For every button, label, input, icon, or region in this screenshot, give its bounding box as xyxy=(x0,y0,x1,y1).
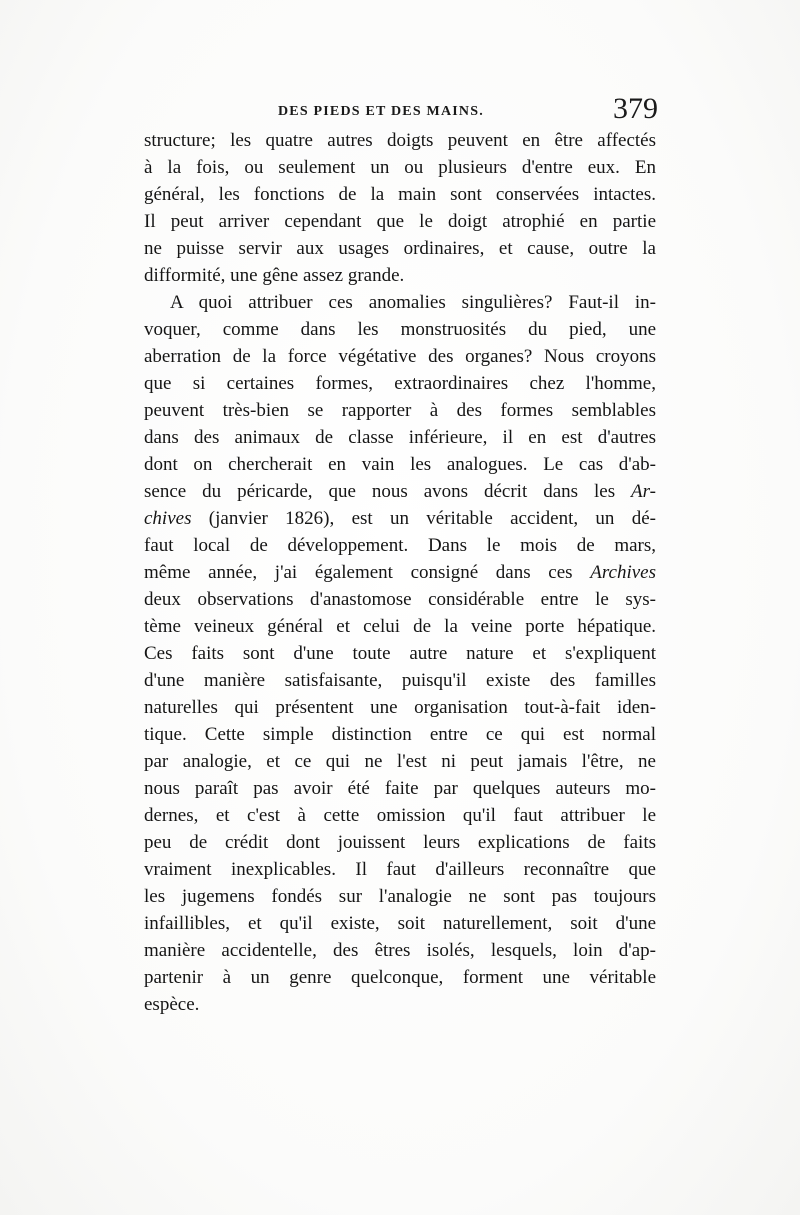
italic-journal-title: Ar- xyxy=(631,481,656,502)
text-line: voquer, comme dans les monstruosités du pied, une xyxy=(144,319,656,340)
text-line: ne puisse servir aux usages ordinaires, et cause, outre la xyxy=(144,238,656,259)
body-text xyxy=(144,127,656,1018)
text-segment: même année, j'ai également consigné dans ces xyxy=(144,562,591,583)
text-line: naturelles qui présentent une organisation tout-à-fait iden- xyxy=(144,697,656,718)
text-line: tique. Cette simple distinction entre ce qui est normal xyxy=(144,724,656,745)
text-line: par analogie, et ce qui ne l'est ni peut jamais l'être, ne xyxy=(144,751,656,772)
text-line: tème veineux général et celui de la veine porte hépatique. xyxy=(144,616,656,637)
text-line: difformité, une gêne assez grande. xyxy=(144,265,405,286)
text-line: dernes, et c'est à cette omission qu'il faut attribuer le xyxy=(144,805,656,826)
text-line: Il peut arriver cependant que le doigt atrophié en partie xyxy=(144,211,656,232)
text-line: partenir à un genre quelconque, forment une véritable xyxy=(144,967,656,988)
text-line: structure; les quatre autres doigts peuvent en être affectés xyxy=(144,130,656,151)
text-line: peuvent très-bien se rapporter à des formes semblables xyxy=(144,400,656,421)
text-line: à la fois, ou seulement un ou plusieurs d'entre eux. En xyxy=(144,157,656,178)
running-title: DES PIEDS ET DES MAINS. xyxy=(278,104,484,119)
text-line: A quoi attribuer ces anomalies singulières? Faut-il in- xyxy=(170,292,656,313)
text-line: dans des animaux de classe inférieure, il en est d'autres xyxy=(144,427,656,448)
text-line: que si certaines formes, extraordinaires chez l'homme, xyxy=(144,373,656,394)
paragraph-2 xyxy=(144,289,656,1018)
running-head xyxy=(146,88,658,128)
text-line: deux observations d'anastomose considérable entre le sys- xyxy=(144,589,656,610)
text-line: peu de crédit dont jouissent leurs explications de faits xyxy=(144,832,656,853)
paragraph-1 xyxy=(144,127,656,289)
text-line: espèce. xyxy=(144,994,200,1015)
text-line xyxy=(144,559,656,586)
text-line xyxy=(144,505,656,532)
text-segment: (janvier 1826), est un véritable accident, un dé- xyxy=(191,508,656,529)
text-line: manière accidentelle, des êtres isolés, lesquels, loin d'ap- xyxy=(144,940,656,961)
text-line: nous paraît pas avoir été faite par quelques auteurs mo- xyxy=(144,778,656,799)
text-line: faut local de développement. Dans le mois de mars, xyxy=(144,535,656,556)
text-line: dont on chercherait en vain les analogues. Le cas d'ab- xyxy=(144,454,656,475)
text-line xyxy=(144,478,656,505)
text-line: général, les fonctions de la main sont conservées intactes. xyxy=(144,184,656,205)
text-line: aberration de la force végétative des organes? Nous croyons xyxy=(144,346,656,367)
text-line: les jugemens fondés sur l'analogie ne sont pas toujours xyxy=(144,886,656,907)
page-number: 379 xyxy=(613,92,658,125)
text-line: vraiment inexplicables. Il faut d'ailleurs reconnaître que xyxy=(144,859,656,880)
italic-journal-title: Archives xyxy=(590,562,656,583)
italic-journal-title: chives xyxy=(144,508,192,529)
text-segment: sence du péricarde, que nous avons décrit dans les xyxy=(144,481,632,502)
text-line: d'une manière satisfaisante, puisqu'il existe des familles xyxy=(144,670,656,691)
text-line: infaillibles, et qu'il existe, soit naturellement, soit d'une xyxy=(144,913,656,934)
text-line: Ces faits sont d'une toute autre nature et s'expliquent xyxy=(144,643,656,664)
